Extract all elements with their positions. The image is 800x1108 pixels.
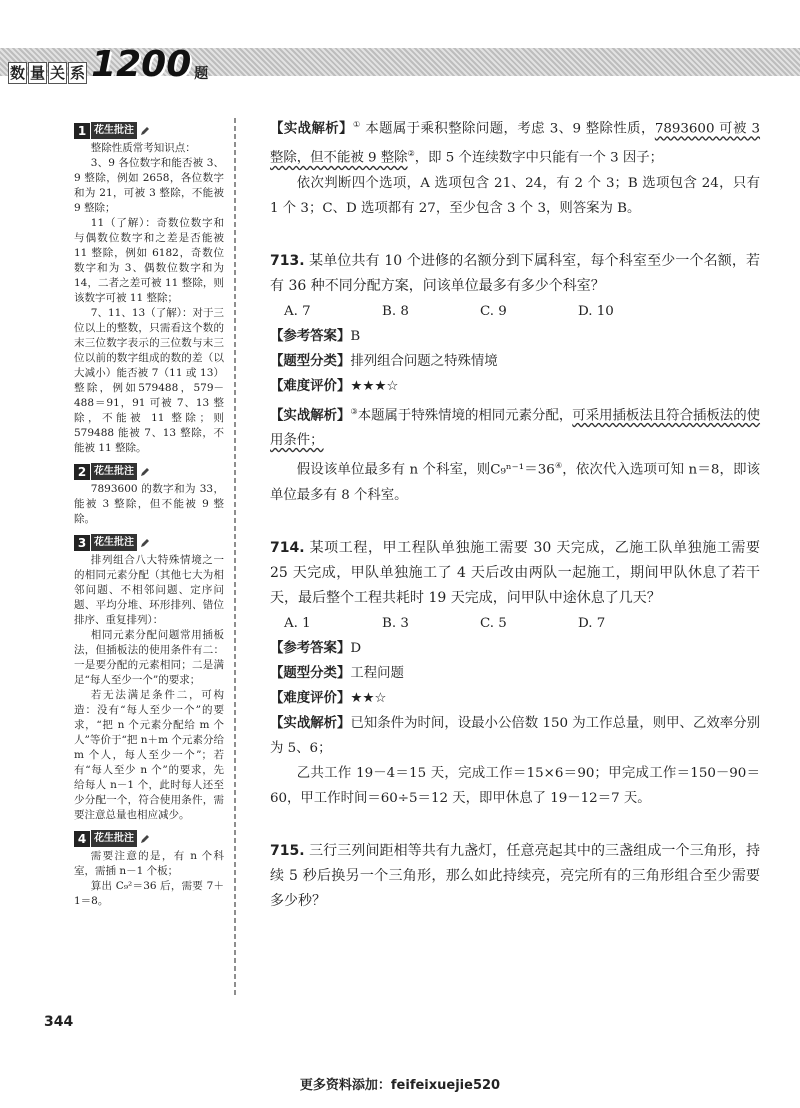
analysis-text: 已知条件为时间，设最小公倍数 150 为工作总量，则甲、乙效率分别为 5、6； (270, 715, 760, 756)
analysis-text: 本题属于乘积整除问题，考虑 3、9 整除性质， (360, 121, 655, 137)
options-row (270, 611, 760, 636)
note-2 (74, 463, 224, 527)
note-header (74, 122, 224, 139)
question-stem: 某单位共有 10 个进修的名额分到下属科室，每个科室至少一个名额，若有 36 种不同分配方案，问该单位最多有多少个科室？ (270, 252, 761, 294)
note-number: 3 (74, 535, 90, 551)
analysis-text: ，依次代入选项可知 n＝8，即该单位最多有 8 个科室。 (270, 462, 761, 503)
sidebar-notes (74, 122, 224, 916)
difficulty-stars: ★★★☆ (350, 378, 399, 394)
difficulty-label: 【难度评价】 (270, 378, 351, 394)
analysis-text: 本题属于特殊情境的相同元素分配， (357, 408, 573, 424)
type-line (270, 661, 760, 686)
analysis-paragraph: 乙共工作 19－4＝15 天，完成工作＝15×6＝90；甲完成工作＝150－90＝60，甲工作时间＝60÷5＝12 天，即甲休息了 19－12＝7 天。 (270, 765, 760, 806)
analysis-text: ，即 5 个连续数字中只能有一个 3 因子； (414, 150, 664, 166)
note-number: 4 (74, 831, 90, 847)
note-number: 1 (74, 123, 90, 139)
title-char: 系 (70, 64, 86, 82)
options-row (270, 299, 760, 324)
page-header (0, 42, 800, 84)
note-text: 算出 C₉²＝36 后，需要 7＋1＝8。 (74, 880, 224, 907)
note-title: 花生批注 (91, 122, 137, 139)
title-number: 1200 (91, 44, 192, 85)
pen-icon (140, 538, 150, 548)
book-title (8, 42, 208, 84)
difficulty-stars: ★★☆ (350, 690, 387, 706)
option: A. 7 (284, 303, 311, 319)
note-text: 7893600 的数字和为 33，能被 3 整除，但不能被 9 整除。 (74, 483, 224, 525)
note-text: 需要注意的是，有 n 个科室，需插 n－1 个板； (74, 850, 224, 877)
note-header (74, 830, 224, 847)
answer-value: B (350, 328, 361, 344)
note-header (74, 463, 224, 480)
question-715 (270, 839, 760, 914)
page-number: 344 (44, 1014, 74, 1030)
wavy-underlined-text: 7893600 可被 3 整除，但不能被 9 整除 (270, 121, 761, 166)
analysis-paragraph (270, 711, 760, 761)
analysis-paragraph (270, 399, 760, 453)
title-char: 量 (30, 64, 46, 82)
difficulty-line (270, 374, 760, 399)
difficulty-label: 【难度评价】 (270, 690, 351, 706)
difficulty-line (270, 686, 760, 711)
note-text: 3、9 各位数字和能否被 3、9 整除，例如 2658，各位数字和为 21，可被 3 整除，不能被 9 整除； (74, 157, 224, 214)
type-value: 排列组合问题之特殊情境 (350, 353, 498, 369)
footnote-marker: ④ (554, 461, 563, 471)
note-3 (74, 534, 224, 823)
note-1 (74, 122, 224, 456)
note-text: 11（了解）：奇数位数字和与偶数位数字和之差是否能被 11 整除，例如 6182，奇数位数字和为 3、偶数位数字和为 14，二者之差可被 11 整除，则该数字可被 11 整除； (74, 217, 224, 304)
option: D. 7 (578, 615, 606, 631)
question-713 (270, 249, 760, 299)
answer-line (270, 636, 760, 661)
analysis-paragraph (270, 453, 760, 507)
note-text: 相同元素分配问题常用插板法，但插板法的使用条件有二：一是要分配的元素相同；二是满足“每人至少一个”的要求； (74, 629, 224, 686)
note-text: 排列组合八大特殊情境之一的相同元素分配（其他七大为相邻问题、不相邻问题、定序问题、平均分堆、环形排列、错位排序、重复排列）： (74, 554, 224, 626)
note-text: 整除性质常考知识点： (90, 142, 196, 154)
analysis-text: 假设该单位最多有 n 个科室，则 (296, 462, 491, 478)
question-stem: 三行三列间距相等共有九盏灯，任意亮起其中的三盏组成一个三角形，持续 5 秒后换另一个三角形，那么如此持续亮，亮完所有的三角形组合至少需要多少秒？ (270, 842, 760, 909)
wavy-underlined-text: 可采用插板法且符合插板法的使用条件； (270, 408, 761, 449)
note-title: 花生批注 (91, 534, 137, 551)
note-text: 7、11、13（了解）：对于三位以上的整数，只需看这个数的末三位数字表示的三位数与末三位以前的数字组成的数的差（以大减小）能否被 7（11 或 13）整除，例如579488，579－488＝91，91 可被 7、13 整除，不能被 11 整除；则 579488 能被 7、13 整除，不能被 11 整除。 (74, 307, 224, 454)
answer-value: D (350, 640, 362, 656)
type-line (270, 349, 760, 374)
footnote-marker: ② (407, 149, 415, 159)
answer-line (270, 324, 760, 349)
note-4 (74, 830, 224, 909)
main-content (270, 112, 760, 914)
footnote-marker: ① (352, 120, 361, 129)
type-label: 【题型分类】 (270, 353, 351, 369)
answer-label: 【参考答案】 (270, 328, 351, 344)
analysis-paragraph (270, 112, 760, 171)
analysis-label: 【实战解析】 (270, 121, 353, 137)
pen-icon (140, 126, 150, 136)
type-value: 工程问题 (350, 665, 404, 681)
note-text: 若无法满足条件二，可构造：没有“每人至少一个”的要求，“把 n 个元素分配给 m 个人”等价于“把 n＋m 个元素分给 m 个人，每人至少一个”；若有“每人至少 n 个”的要求，先给每人 n－1 个，此时每人还至少分配一个，符合使用条件，需要注意总量也相应减少。 (74, 689, 224, 821)
type-label: 【题型分类】 (270, 665, 351, 681)
question-stem: 某项工程，甲工程队单独施工需要 30 天完成，乙施工队单独施工需要 25 天完成，甲队单独施工了 4 天后改由两队一起施工，期间甲队休息了若干天，最后整个工程共耗时 19 天完成，问甲队中途休息了几天？ (270, 539, 760, 606)
question-714 (270, 536, 760, 611)
formula: C₉ⁿ⁻¹＝36 (490, 462, 555, 478)
option: B. 8 (382, 303, 409, 319)
note-header (74, 534, 224, 551)
note-title: 花生批注 (91, 830, 137, 847)
pen-icon (140, 467, 150, 477)
analysis-label: 【实战解析】 (270, 715, 351, 731)
wavy-divider (234, 118, 236, 998)
note-number: 2 (74, 464, 90, 480)
option: D. 10 (578, 303, 614, 319)
answer-label: 【参考答案】 (270, 640, 351, 656)
question-number: 714. (270, 539, 305, 556)
title-unit: 题 (194, 66, 209, 82)
footnote-marker: ③ (350, 406, 358, 416)
question-number: 715. (270, 842, 305, 859)
option: B. 3 (382, 615, 409, 631)
footer-note: 更多资料添加：feifeixuejie520 (299, 1078, 501, 1093)
option: A. 1 (284, 615, 311, 631)
pen-icon (140, 834, 150, 844)
option: C. 9 (480, 303, 507, 319)
note-title: 花生批注 (91, 463, 137, 480)
title-char: 数 (10, 64, 26, 82)
analysis-label: 【实战解析】 (270, 408, 351, 424)
analysis-paragraph: 依次判断四个选项，A 选项包含 21、24，有 2 个 3；B 选项包含 24，只有 1 个 3；C、D 选项都有 27，至少包含 3 个 3，则答案为 B。 (270, 175, 760, 216)
option: C. 5 (480, 615, 507, 631)
title-char: 关 (50, 64, 66, 82)
question-number: 713. (270, 252, 305, 269)
